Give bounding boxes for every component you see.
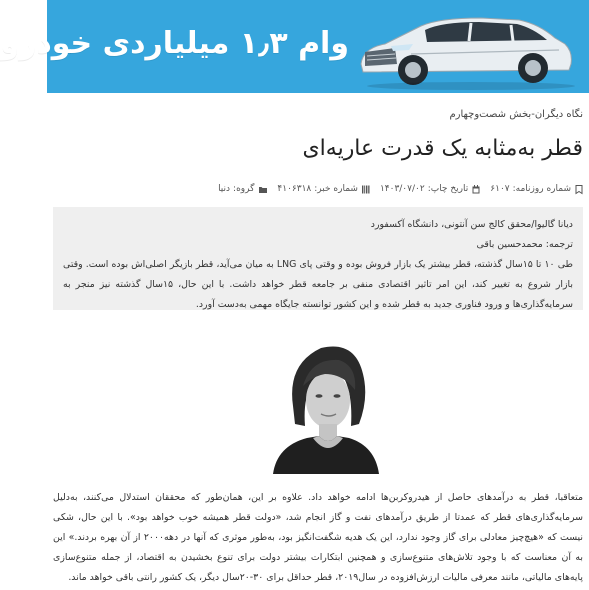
article-title: قطر به‌مثابه یک قدرت عاریه‌ای	[302, 136, 583, 161]
lead-authors: دیانا گالیوا/محقق کالج سن آنتونی، دانشگاه آکسفورد	[370, 219, 573, 230]
article-body: متعاقبا، قطر به درآمدهای حاصل از هیدروکربن‌ها ادامه خواهد داد. علاوه بر این، همان‌طور که محققان استدلال می‌کنند، به‌دلیل سرمایه‌گذاری‌های قطر که عمدتا از طریق درآمدهای نفت و گاز انجام شد، «دولت قطر همیشه خوب خواهد بود». با این حال، شکی نیست که «هیچ‌چیز معادلی برای گاز وجود ندارد، این یک هدیه شگفت‌انگیز بود، به‌طور موثری که آنها در دهه۲۰۰۰ از آن بهره بردند.» این به آن معناست که با وجود تلاش‌های متنوع‌سازی و همچنین ابتکارات بیشتر دولت برای تنوع بخشیدن به اقتصاد، از جمله متنوع‌سازی پایه‌های مالیاتی، مانند معرفی مالیات ارزش‌افزوده در سال۲۰۱۹، قطر حداقل برای ۳۰-۲۰سال دیگر، یک کشور رانتی باقی خواهد ماند.	[53, 492, 583, 583]
author-portrait	[263, 334, 385, 474]
banner-headline: وام ۱٫۳ میلیاردی خودرو	[0, 26, 349, 61]
meta-date	[380, 184, 480, 194]
article-kicker: نگاه دیگران-بخش شصت‌وچهارم	[449, 109, 583, 120]
car-image	[351, 4, 575, 92]
bookmark-icon	[575, 185, 583, 194]
article-meta	[208, 184, 583, 194]
meta-date-value: ۱۴۰۳/۰۷/۰۲	[379, 184, 425, 194]
meta-issue	[490, 184, 583, 194]
meta-issue-label: شماره روزنامه:	[512, 184, 571, 194]
ad-banner[interactable]	[0, 0, 589, 93]
meta-group-label: گروه:	[233, 184, 255, 194]
meta-news-label: شماره خبر:	[314, 184, 358, 194]
meta-news-value: ۴۱۰۶۳۱۸	[277, 184, 312, 194]
folder-icon	[258, 185, 267, 194]
barcode-icon	[362, 185, 370, 194]
meta-issue-value: ۶۱۰۷	[490, 184, 510, 194]
lead-summary: طی ۱۰ تا ۱۵سال گذشته، قطر بیشتر یک بازار فروش بوده و وقتی پای LNG به میان می‌آید، قطر بازیگر اصلی‌اش بوده است. وقتی بازار شروع به تغییر کند، این امر تاثیر اقتصادی منفی بر جامعه قطر خواهد داشت. با این حال، ۱۵سال گذشته نیز منجر به سرمایه‌گذاری‌ها و ورود فناوری جدید به قطر شده و این کشور توانسته جایگاه مهمی به‌دست آورد.	[63, 259, 573, 310]
meta-group	[218, 184, 267, 194]
meta-date-label: تاریخ چاپ:	[427, 184, 469, 194]
meta-group-value[interactable]: دنیا	[218, 184, 231, 194]
article-lead	[53, 207, 583, 310]
calendar-icon	[472, 185, 480, 194]
lead-translator: ترجمه: محمدحسین باقی	[476, 239, 573, 250]
meta-news-number	[277, 184, 370, 194]
